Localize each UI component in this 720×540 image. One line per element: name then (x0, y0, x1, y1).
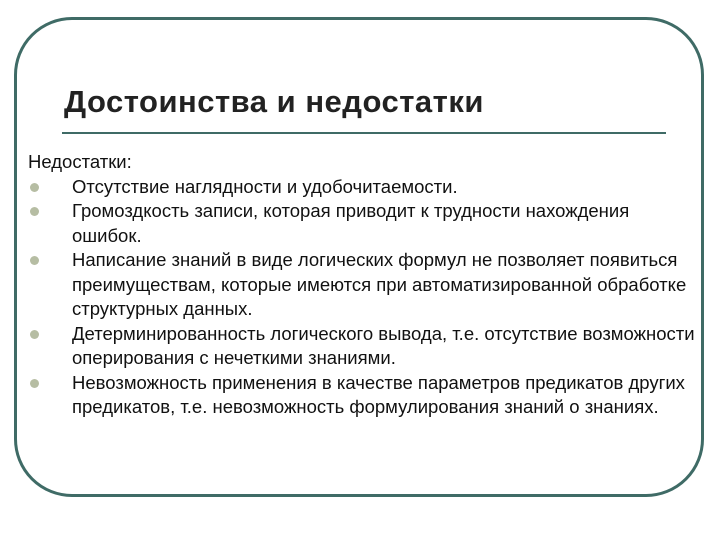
bullet-dot-icon (30, 330, 39, 339)
bullet-dot-icon (30, 256, 39, 265)
slide-content (28, 150, 696, 420)
bullet-dot-icon (30, 183, 39, 192)
title-underline (62, 132, 666, 134)
slide-title: Достоинства и недостатки (64, 84, 484, 119)
bullet-item (28, 199, 696, 248)
bullet-text: Детерминированность логического вывода, т.е. отсутствие возможности оперирования с нечеткими знаниями. (72, 322, 695, 368)
bullet-text: Невозможность применения в качестве параметров предикатов других предикатов, т.е. невозможность формулирования знаний о знаниях. (72, 371, 685, 417)
bullet-text: Написание знаний в виде логических формул не позволяет появиться преимуществам, которые имеются при автоматизированной обработке структурных данных. (72, 249, 687, 319)
bullet-text: Отсутствие наглядности и удобочитаемости. (72, 175, 458, 197)
intro-label: Недостатки: (28, 151, 132, 172)
bullet-item (28, 322, 696, 371)
bullet-list (28, 175, 696, 420)
bullet-text: Громоздкость записи, которая приводит к трудности нахождения ошибок. (72, 200, 630, 246)
bullet-dot-icon (30, 379, 39, 388)
bullet-item (28, 248, 696, 322)
bullet-item (28, 371, 696, 420)
bullet-dot-icon (30, 207, 39, 216)
bullet-item (28, 175, 696, 200)
